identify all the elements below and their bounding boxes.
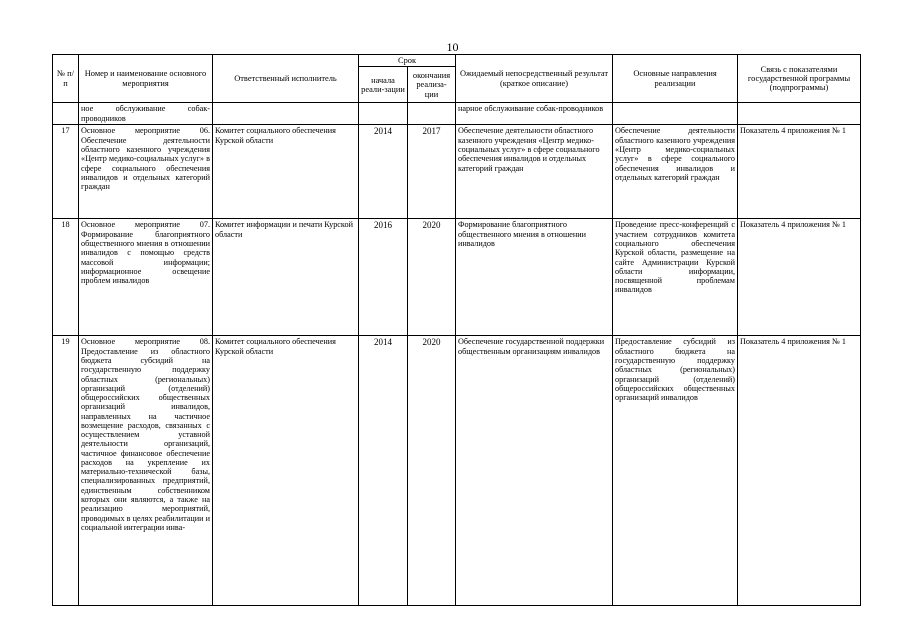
row-result: нарное обслуживание собак-проводников [456, 103, 613, 125]
header-end: окончания реализа-ции [408, 67, 456, 103]
header-directions: Основные направления реализации [613, 55, 738, 103]
header-start: начала реали-зации [359, 67, 408, 103]
row-result: Формирование благоприятного общественного мнения в отношении инвалидов [456, 219, 613, 336]
row-num [53, 103, 79, 125]
row-executor: Комитет социального обеспечения Курской области [213, 125, 359, 219]
row-start: 2014 [359, 125, 408, 219]
row-name: ное обслуживание собак-проводников [79, 103, 213, 125]
row-executor: Комитет социального обеспечения Курской области [213, 336, 359, 606]
header-term: Срок [359, 55, 456, 67]
row-link [738, 103, 861, 125]
row-link: Показатель 4 приложения № 1 [738, 125, 861, 219]
row-directions: Предоставление субсидий из областного бюджета на государственную поддержку областных (региональных) организаций (отделений) общероссийских общественных организаций инвалидов [613, 336, 738, 606]
row-executor [213, 103, 359, 125]
table-row [53, 336, 861, 606]
header-link: Связь с показателями государственной программы (подпрограммы) [738, 55, 861, 103]
row-num: 19 [53, 336, 79, 606]
row-result: Обеспечение государственной поддержки общественным организациям инвалидов [456, 336, 613, 606]
row-end [408, 103, 456, 125]
row-directions [613, 103, 738, 125]
header-num: № п/п [53, 55, 79, 103]
table-row [53, 219, 861, 336]
row-directions: Проведение пресс-конференций с участием сотрудников комитета социального обеспечения Курской области, размещение на сайте Администрации Курской области информации, посвященной проблемам инвалидов [613, 219, 738, 336]
row-end: 2020 [408, 336, 456, 606]
row-name: Основное мероприятие 06. Обеспечение деятельности областного казенного учреждения «Центр медико-социальных услуг» в сфере социального обеспечения инвалидов и отдельных категорий граждан [79, 125, 213, 219]
row-num: 18 [53, 219, 79, 336]
table-row [53, 103, 861, 125]
row-num: 17 [53, 125, 79, 219]
row-name: Основное мероприятие 07. Формирование благоприятного общественного мнения в отношении инвалидов с помощью средств массовой информации; информационное освещение проблем инвалидов [79, 219, 213, 336]
program-table [52, 54, 861, 606]
row-directions: Обеспечение деятельности областного казенного учреждения «Центр медико-социальных услуг» в сфере социального обеспечения инвалидов и отдельных категорий граждан [613, 125, 738, 219]
header-executor: Ответственный исполнитель [213, 55, 359, 103]
row-end: 2020 [408, 219, 456, 336]
row-executor: Комитет информации и печати Курской области [213, 219, 359, 336]
row-end: 2017 [408, 125, 456, 219]
row-link: Показатель 4 приложения № 1 [738, 336, 861, 606]
row-start: 2014 [359, 336, 408, 606]
row-start [359, 103, 408, 125]
header-result: Ожидаемый непосредственный результат (краткое описание) [456, 55, 613, 103]
row-result: Обеспечение деятельности областного казенного учреждения «Центр медико-социальных услуг» в сфере социального обеспечения инвалидов и отдельных категорий граждан [456, 125, 613, 219]
row-name: Основное мероприятие 08. Предоставление из областного бюджета субсидий на государственную поддержку областных (региональных) организаций (отделений) общероссийских общественных организаций инвалидов, направленных на частичное возмещение расходов, связанных с осуществлением уставной деятельности организаций, частичное финансовое обеспечение расходов на укрепление их материально-технической базы, специализированных предприятий, единственным собственником которых они являются, а также на реализацию мероприятий, проводимых в целях реабилитации и социальной интеграции инва- [79, 336, 213, 606]
page-number: 10 [446, 40, 459, 54]
header-name: Номер и наименование основного мероприятия [79, 55, 213, 103]
row-start: 2016 [359, 219, 408, 336]
row-link: Показатель 4 приложения № 1 [738, 219, 861, 336]
table-row [53, 125, 861, 219]
